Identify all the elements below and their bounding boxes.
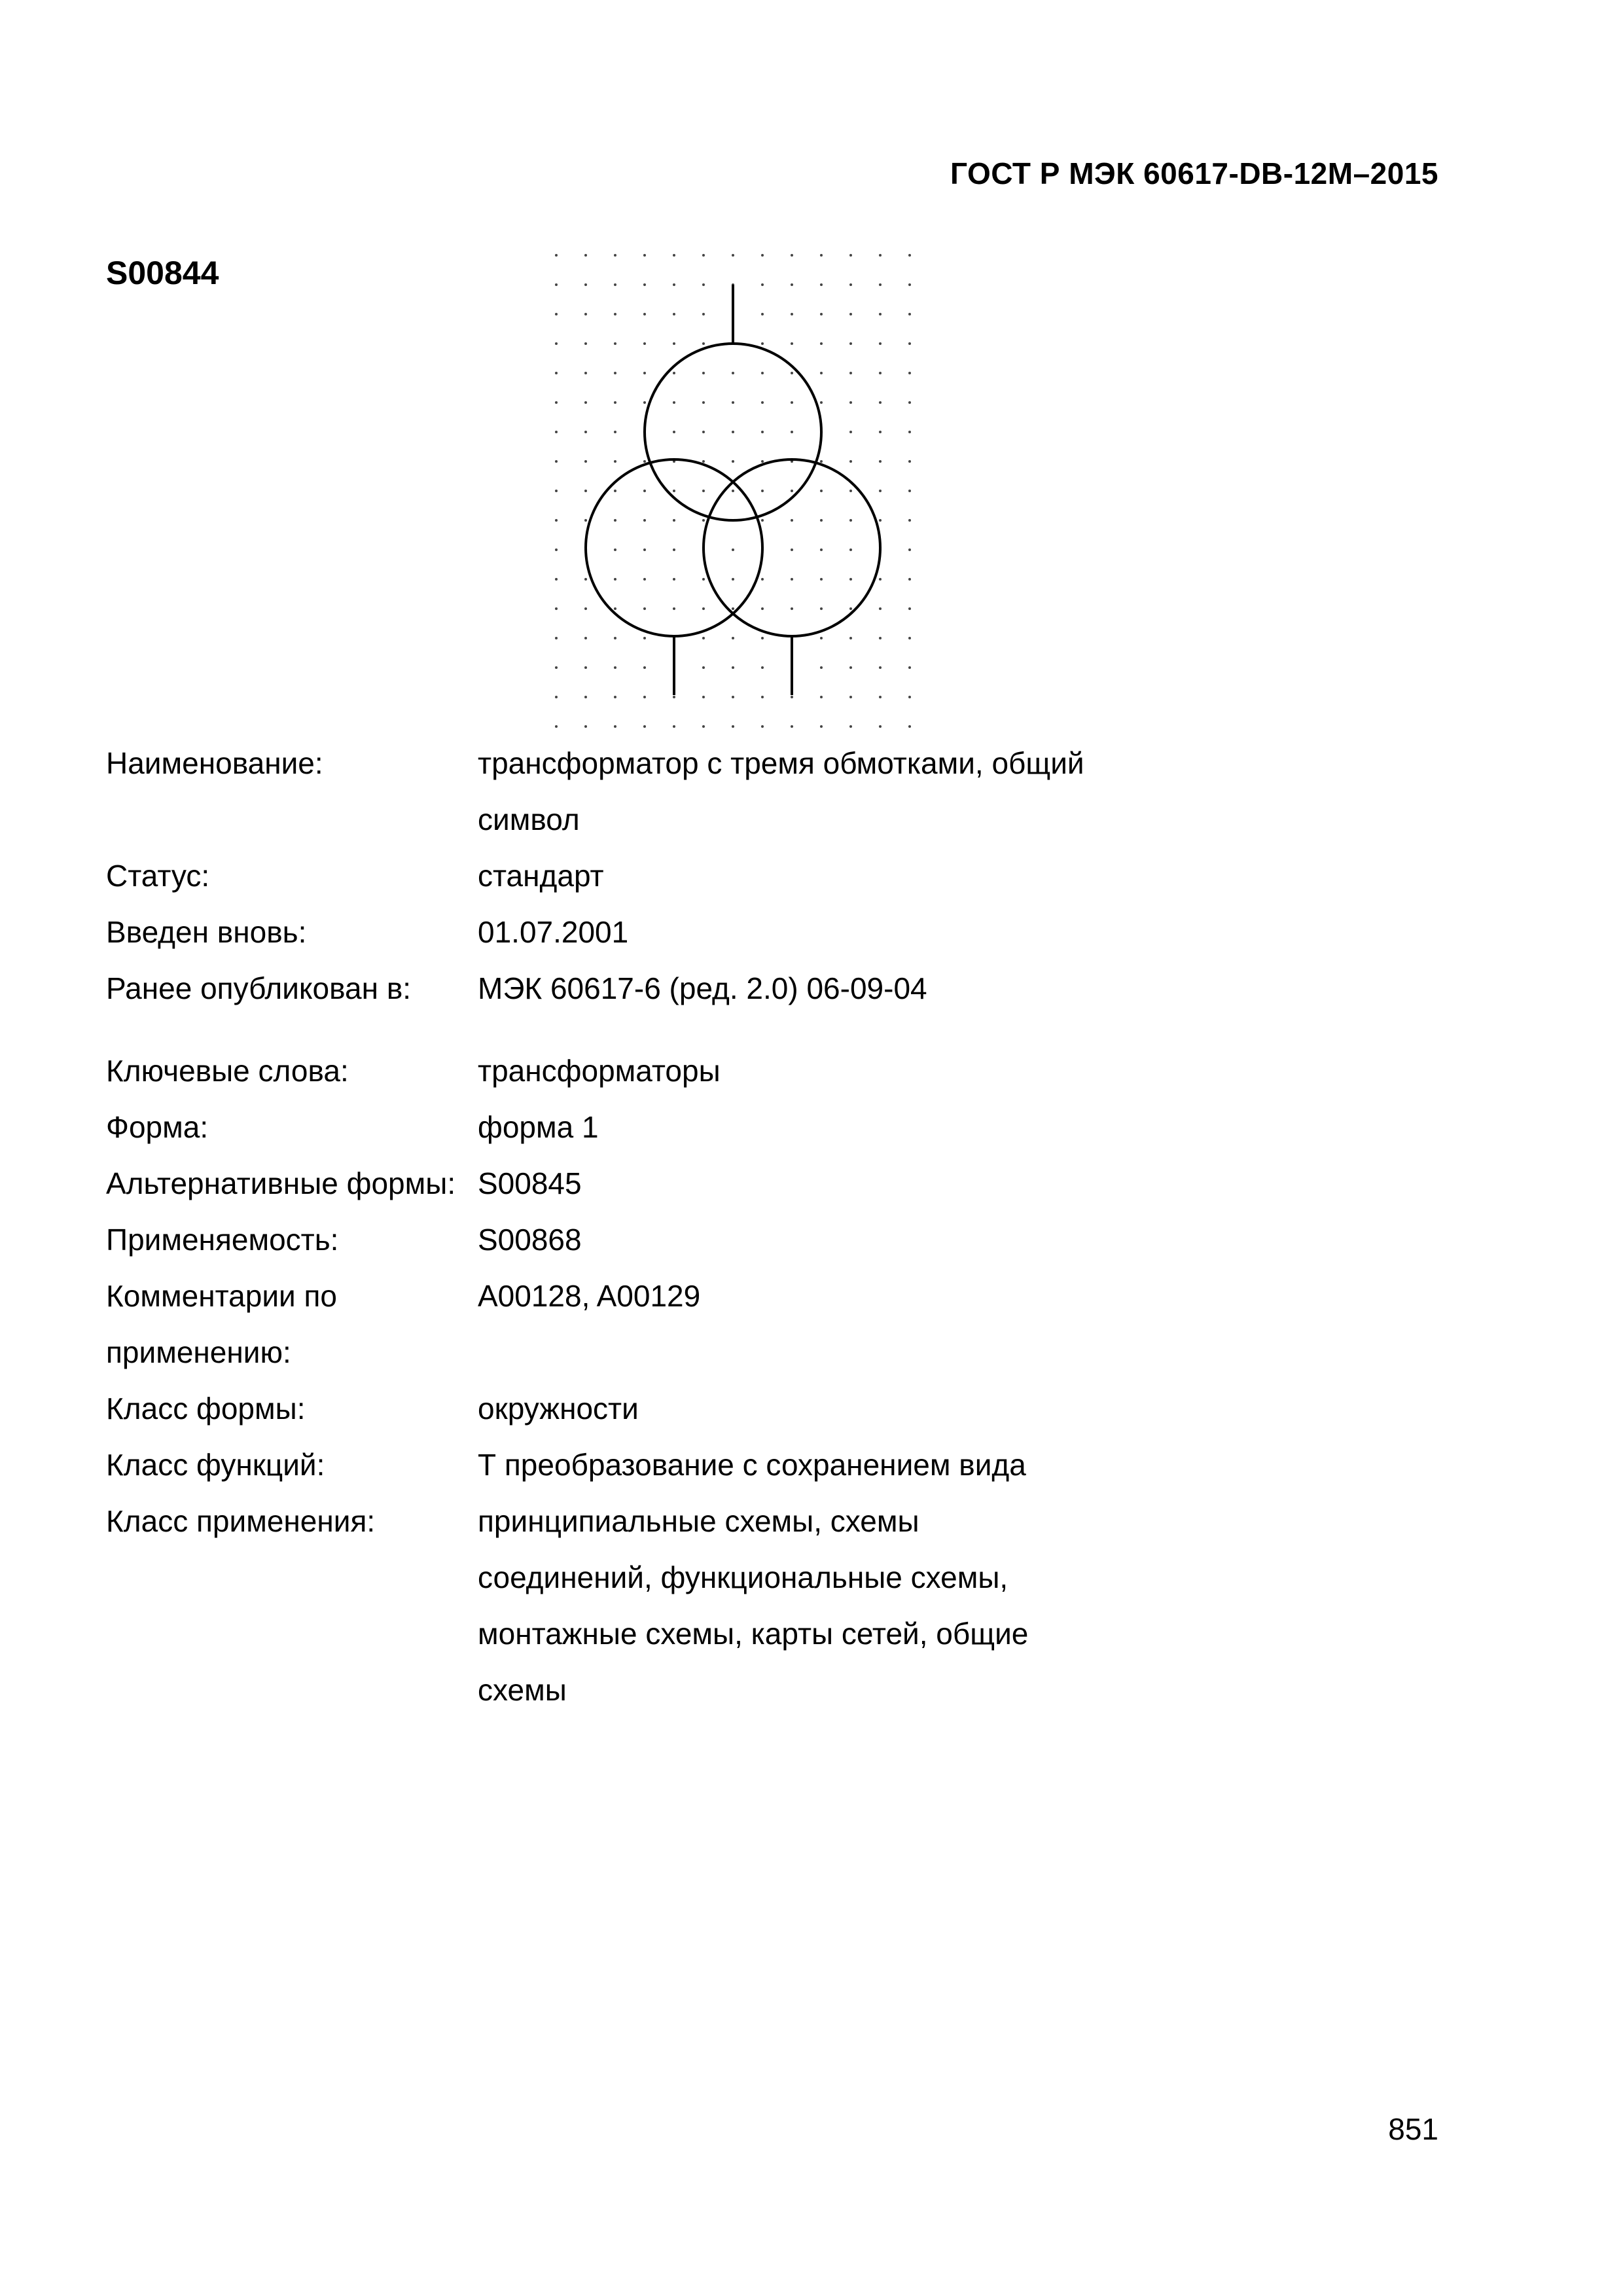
grid-dot <box>849 607 852 610</box>
grid-dot <box>849 313 852 315</box>
grid-dot <box>673 401 675 404</box>
grid-dot <box>584 490 587 492</box>
grid-dot <box>673 725 675 728</box>
grid-dot <box>702 725 705 728</box>
field-value: стандарт <box>478 859 604 893</box>
field-label: Наименование: <box>106 746 323 780</box>
field-value: окружности <box>478 1391 639 1426</box>
grid-dot <box>702 460 705 463</box>
grid-dot <box>555 372 558 374</box>
field-label: Статус: <box>106 859 210 893</box>
grid-dot <box>879 372 882 374</box>
grid-dot <box>908 401 911 404</box>
grid-dot <box>849 431 852 433</box>
grid-dot <box>849 696 852 698</box>
grid-dot <box>584 313 587 315</box>
field-label: Комментарии по применению: <box>106 1279 337 1369</box>
grid-dot <box>614 696 616 698</box>
grid-dot <box>584 519 587 522</box>
grid-dot <box>791 313 793 315</box>
grid-dot <box>879 637 882 639</box>
grid-dot <box>643 401 646 404</box>
grid-dot <box>820 725 823 728</box>
grid-dot <box>555 460 558 463</box>
grid-dot <box>643 254 646 257</box>
grid-dot <box>849 254 852 257</box>
grid-dot <box>614 607 616 610</box>
grid-dot <box>555 490 558 492</box>
grid-dot <box>584 725 587 728</box>
grid-dot <box>761 431 764 433</box>
grid-dot <box>614 548 616 551</box>
grid-dot <box>879 401 882 404</box>
grid-dot <box>702 342 705 345</box>
grid-dot <box>791 548 793 551</box>
grid-dot <box>643 637 646 639</box>
grid-dot <box>761 401 764 404</box>
field-label: Класс применения: <box>106 1504 376 1538</box>
grid-dot <box>555 431 558 433</box>
symbol-properties <box>106 735 1480 1718</box>
grid-dot <box>908 254 911 257</box>
grid-dot <box>732 696 734 698</box>
grid-dot <box>614 666 616 669</box>
grid-dot <box>732 666 734 669</box>
grid-dot <box>643 342 646 345</box>
grid-dot <box>908 431 911 433</box>
grid-dot <box>791 254 793 257</box>
grid-dot <box>791 696 793 698</box>
grid-dot <box>849 401 852 404</box>
grid-dot <box>584 254 587 257</box>
grid-dot <box>643 696 646 698</box>
grid-dot <box>879 696 882 698</box>
grid-dot <box>908 342 911 345</box>
grid-dot <box>908 372 911 374</box>
field-label: Ранее опубликован в: <box>106 971 412 1005</box>
grid-dot <box>584 578 587 581</box>
grid-dot <box>791 490 793 492</box>
symbol-code: S00844 <box>106 255 219 291</box>
grid-dot <box>732 401 734 404</box>
grid-dot <box>702 666 705 669</box>
grid-dot <box>702 578 705 581</box>
field-row-keywords <box>106 1043 1480 1099</box>
grid-dot <box>673 431 675 433</box>
grid-dot <box>879 283 882 286</box>
grid-dot <box>820 607 823 610</box>
grid-dot <box>820 578 823 581</box>
grid-dot <box>849 725 852 728</box>
grid-dot <box>879 519 882 522</box>
grid-dot <box>584 666 587 669</box>
grid-dot <box>908 666 911 669</box>
grid-dot <box>643 313 646 315</box>
field-value: Т преобразование с сохранением вида <box>478 1448 1026 1482</box>
grid-dot <box>673 254 675 257</box>
field-label: Альтернативные формы: <box>106 1166 456 1200</box>
grid-dot <box>555 666 558 669</box>
field-label: Класс формы: <box>106 1391 306 1426</box>
grid-dot <box>584 607 587 610</box>
grid-dot <box>584 372 587 374</box>
grid-dot <box>820 372 823 374</box>
grid-dot <box>614 401 616 404</box>
field-value: трансформаторы <box>478 1054 721 1088</box>
grid-dot <box>791 283 793 286</box>
grid-dot <box>643 460 646 463</box>
grid-dot <box>908 637 911 639</box>
grid-dot <box>820 401 823 404</box>
grid-dot <box>761 460 764 463</box>
standard-header: ГОСТ Р МЭК 60617-DB-12M–2015 <box>950 156 1438 190</box>
grid-dot <box>820 313 823 315</box>
grid-dot <box>761 666 764 669</box>
grid-dot <box>673 607 675 610</box>
field-value: принципиальные схемы, схемы соединений, функциональные схемы, монтажные схемы, карты сетей, общие схемы <box>478 1504 1029 1707</box>
grid-dot <box>820 548 823 551</box>
grid-dot <box>584 283 587 286</box>
field-value: A00128, A00129 <box>478 1279 701 1313</box>
grid-dot <box>702 607 705 610</box>
grid-dot <box>555 254 558 257</box>
grid-dot <box>761 696 764 698</box>
transformer-symbol-figure <box>550 249 916 733</box>
grid-dot <box>643 548 646 551</box>
grid-dot <box>879 490 882 492</box>
grid-dot <box>761 313 764 315</box>
grid-dot <box>643 372 646 374</box>
grid-dot <box>643 519 646 522</box>
grid-dot <box>673 548 675 551</box>
field-row-applicability <box>106 1211 1480 1268</box>
grid-dot <box>849 372 852 374</box>
grid-dot <box>702 313 705 315</box>
grid-dot <box>879 431 882 433</box>
grid-dot <box>908 578 911 581</box>
grid-dot <box>673 313 675 315</box>
grid-dot <box>761 725 764 728</box>
field-label: Форма: <box>106 1110 209 1144</box>
grid-dot <box>761 578 764 581</box>
grid-dot <box>908 548 911 551</box>
grid-dot <box>555 342 558 345</box>
grid-dot <box>879 460 882 463</box>
grid-dot <box>702 696 705 698</box>
grid-dot <box>614 431 616 433</box>
field-row-shape-class <box>106 1380 1480 1437</box>
field-row-status <box>106 848 1480 904</box>
field-row-alternative-forms <box>106 1155 1480 1211</box>
grid-dot <box>879 578 882 581</box>
grid-dot <box>791 342 793 345</box>
grid-dot <box>702 372 705 374</box>
grid-dot <box>643 283 646 286</box>
grid-dot <box>614 283 616 286</box>
grid-dot <box>673 283 675 286</box>
grid-dot <box>673 372 675 374</box>
grid-dot <box>614 725 616 728</box>
field-row-function-class <box>106 1437 1480 1493</box>
grid-dot <box>732 725 734 728</box>
grid-dot <box>849 637 852 639</box>
field-label: Класс функций: <box>106 1448 325 1482</box>
grid-dot <box>908 460 911 463</box>
grid-dot <box>555 519 558 522</box>
grid-dot <box>908 607 911 610</box>
grid-dot <box>849 578 852 581</box>
grid-dot <box>614 372 616 374</box>
grid-dot <box>849 283 852 286</box>
grid-dot <box>614 342 616 345</box>
grid-dot <box>732 372 734 374</box>
grid-dot <box>555 637 558 639</box>
grid-dot <box>849 490 852 492</box>
grid-dot <box>584 342 587 345</box>
grid-dot <box>879 725 882 728</box>
field-row-form <box>106 1099 1480 1155</box>
grid-dot <box>791 519 793 522</box>
field-row-application-class <box>106 1493 1480 1718</box>
grid-dot <box>673 696 675 698</box>
grid-dot <box>820 254 823 257</box>
grid-dot <box>761 519 764 522</box>
grid-dot <box>761 254 764 257</box>
grid-dot <box>791 725 793 728</box>
grid-dot <box>673 578 675 581</box>
grid-dot <box>555 283 558 286</box>
grid-dot <box>555 696 558 698</box>
grid-dot <box>614 637 616 639</box>
field-value: S00868 <box>478 1223 582 1257</box>
grid-dot <box>732 254 734 257</box>
grid-dot <box>791 431 793 433</box>
grid-dot <box>732 548 734 551</box>
grid-dot <box>584 637 587 639</box>
grid-dot <box>555 313 558 315</box>
grid-dot <box>702 490 705 492</box>
grid-dot <box>908 519 911 522</box>
grid-dot <box>643 725 646 728</box>
grid-dot <box>820 342 823 345</box>
grid-dot <box>614 519 616 522</box>
grid-dot <box>614 460 616 463</box>
grid-dot <box>908 283 911 286</box>
grid-dot <box>555 725 558 728</box>
grid-dot <box>879 313 882 315</box>
field-value: МЭК 60617-6 (ред. 2.0) 06-09-04 <box>478 971 927 1005</box>
grid-dot <box>584 696 587 698</box>
field-row-name <box>106 735 1480 848</box>
grid-dot <box>555 578 558 581</box>
field-label: Введен вновь: <box>106 915 307 949</box>
grid-dot <box>820 696 823 698</box>
field-label: Применяемость: <box>106 1223 339 1257</box>
grid-dot <box>732 490 734 492</box>
grid-dot <box>820 637 823 639</box>
grid-dot <box>908 696 911 698</box>
grid-dot <box>791 372 793 374</box>
grid-dot <box>820 490 823 492</box>
grid-dot <box>761 372 764 374</box>
grid-dot <box>555 607 558 610</box>
field-value: 01.07.2001 <box>478 915 629 949</box>
grid-dot <box>820 283 823 286</box>
grid-dot <box>732 637 734 639</box>
grid-dot <box>732 431 734 433</box>
grid-dot <box>761 283 764 286</box>
grid-dot <box>702 254 705 257</box>
grid-dot <box>702 401 705 404</box>
field-row-application-notes <box>106 1268 1480 1380</box>
grid-dot <box>555 401 558 404</box>
grid-dot <box>643 490 646 492</box>
grid-dot <box>584 431 587 433</box>
grid-dot <box>849 519 852 522</box>
grid-dot <box>584 460 587 463</box>
grid-dot <box>732 460 734 463</box>
field-row-introduced <box>106 904 1480 960</box>
grid-dot <box>849 342 852 345</box>
grid-dot <box>849 460 852 463</box>
grid-dot <box>820 460 823 463</box>
grid-dot <box>820 666 823 669</box>
field-label: Ключевые слова: <box>106 1054 349 1088</box>
grid-dot <box>820 519 823 522</box>
grid-dot <box>614 490 616 492</box>
grid-dot <box>614 578 616 581</box>
grid-dot <box>732 578 734 581</box>
grid-dot <box>673 519 675 522</box>
page-number: 851 <box>1388 2112 1438 2146</box>
grid-dot <box>879 607 882 610</box>
grid-dot <box>849 548 852 551</box>
grid-dot <box>673 342 675 345</box>
grid-dot <box>908 313 911 315</box>
grid-dot <box>879 342 882 345</box>
grid-dot <box>702 431 705 433</box>
grid-dot <box>908 725 911 728</box>
grid-dot <box>614 254 616 257</box>
field-value: S00845 <box>478 1166 582 1200</box>
grid-dot <box>673 490 675 492</box>
grid-dot <box>584 401 587 404</box>
grid-dot <box>614 313 616 315</box>
grid-dot <box>702 519 705 522</box>
grid-dot <box>791 401 793 404</box>
grid-dot <box>702 283 705 286</box>
grid-dot <box>879 666 882 669</box>
grid-dot <box>791 607 793 610</box>
grid-dot <box>791 578 793 581</box>
field-value: трансформатор с тремя обмотками, общий символ <box>478 746 1084 836</box>
grid-dot <box>761 342 764 345</box>
grid-dot <box>555 548 558 551</box>
grid-dot <box>761 490 764 492</box>
grid-dot <box>761 607 764 610</box>
field-value: форма 1 <box>478 1110 599 1144</box>
grid-dot <box>879 254 882 257</box>
grid-dot <box>761 637 764 639</box>
grid-dot <box>702 637 705 639</box>
grid-dot <box>732 607 734 610</box>
grid-dot <box>643 666 646 669</box>
grid-dot <box>643 607 646 610</box>
field-row-previously-published <box>106 960 1480 1016</box>
grid-dot <box>849 666 852 669</box>
grid-dot <box>908 490 911 492</box>
grid-dot <box>643 578 646 581</box>
